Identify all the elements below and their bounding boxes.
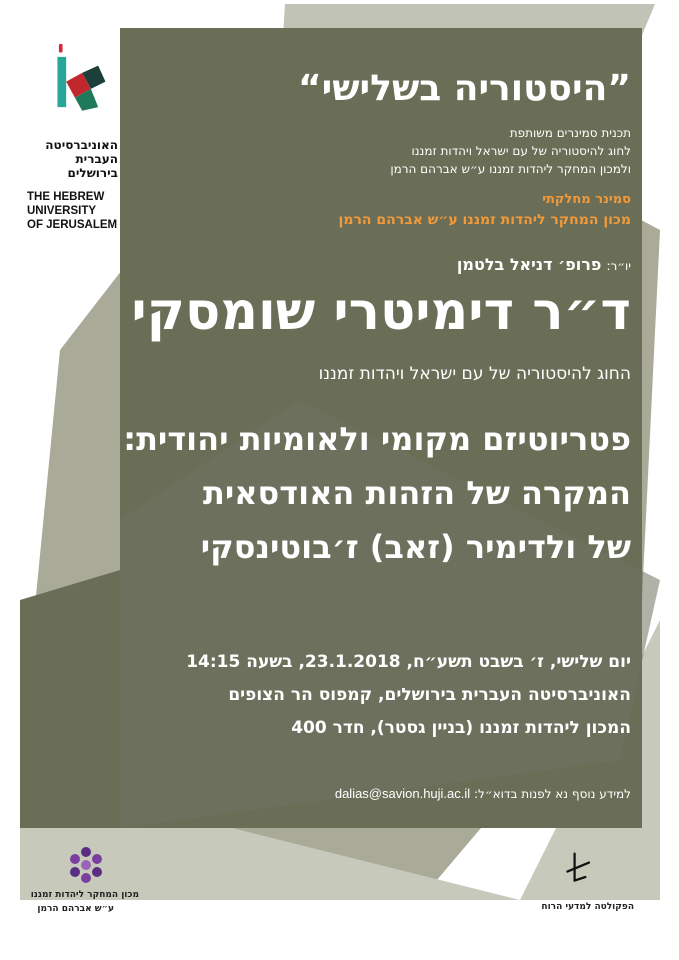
contact-email[interactable]: dalias@savion.huji.ac.il (334, 786, 471, 801)
institute-caption-line: מכון המחקר ליהדות זמננו (30, 890, 139, 900)
talk-title-line: המקרה של הזהות האודסאית (202, 474, 631, 512)
faculty-humanities-logo (562, 848, 598, 888)
institute-caption-line: ע״ש אברהם הרמן (37, 904, 114, 914)
star-of-david-icon (70, 847, 102, 883)
event-line: המכון ליהדות זמננו (בניין גסטר), חדר 400 (291, 718, 631, 738)
speaker-name: ד״ר דימיטרי שומסקי (131, 282, 631, 342)
huji-hebrew-line: האוניברסיטה (45, 138, 118, 152)
huji-english-line: THE HEBREW (27, 191, 105, 203)
seminar-label: סמינר מחלקתי (542, 192, 631, 207)
logo-flame-icon (59, 44, 63, 53)
contact-prefix: למידע נוסף נא לפנות בדוא״ל: (474, 787, 631, 801)
chair-name: פרופ׳ דניאל בלטמן (456, 255, 602, 274)
huji-hebrew-name (45, 138, 118, 180)
seminar-institute: מכון המחקר ליהדות זמננו ע״ש אברהם הרמן (338, 212, 631, 228)
event-line: האוניברסיטה העברית בירושלים, קמפוס הר הצופים (228, 685, 631, 705)
panel-left-extension (20, 570, 120, 828)
speaker-department: החוג להיסטוריה של עם ישראל ויהדות זמננו (318, 364, 631, 384)
hebrew-university-logo (40, 28, 120, 128)
talk-title-line: של ולדימיר (זאב) ז׳בוטינסקי (200, 528, 631, 566)
event-line: יום שלישי, ז׳ בשבט תשע״ח, 23.1.2018, בשעה 14:15 (186, 652, 631, 672)
series-title: ”היסטוריה בשלישי“ (298, 68, 631, 109)
program-line: לחוג להיסטוריה של עם ישראל ויהדות זמננו (411, 144, 631, 158)
huji-english-line: UNIVERSITY (27, 205, 97, 217)
program-line: תכנית סמינרים משותפת (509, 126, 631, 140)
huji-hebrew-line: בירושלים (67, 166, 118, 180)
huji-hebrew-line: העברית (75, 152, 118, 166)
institute-star-logo (66, 845, 106, 885)
huji-english-line: OF JERUSALEM (27, 219, 118, 231)
program-line: ולמכון המחקר ליהדות זמננו ע״ש אברהם הרמן (390, 162, 631, 176)
contact-line (335, 786, 631, 801)
faculty-mark-icon (567, 854, 589, 881)
huji-english-name (27, 190, 117, 232)
faculty-caption: הפקולטה למדעי הרוח (541, 902, 634, 912)
talk-title-line: פטריוטיזם מקומי ולאומיות יהודית: (123, 420, 631, 458)
chair-line (457, 255, 631, 274)
chair-prefix: יו״ר: (606, 259, 631, 273)
logo-teal-stroke (57, 57, 66, 107)
